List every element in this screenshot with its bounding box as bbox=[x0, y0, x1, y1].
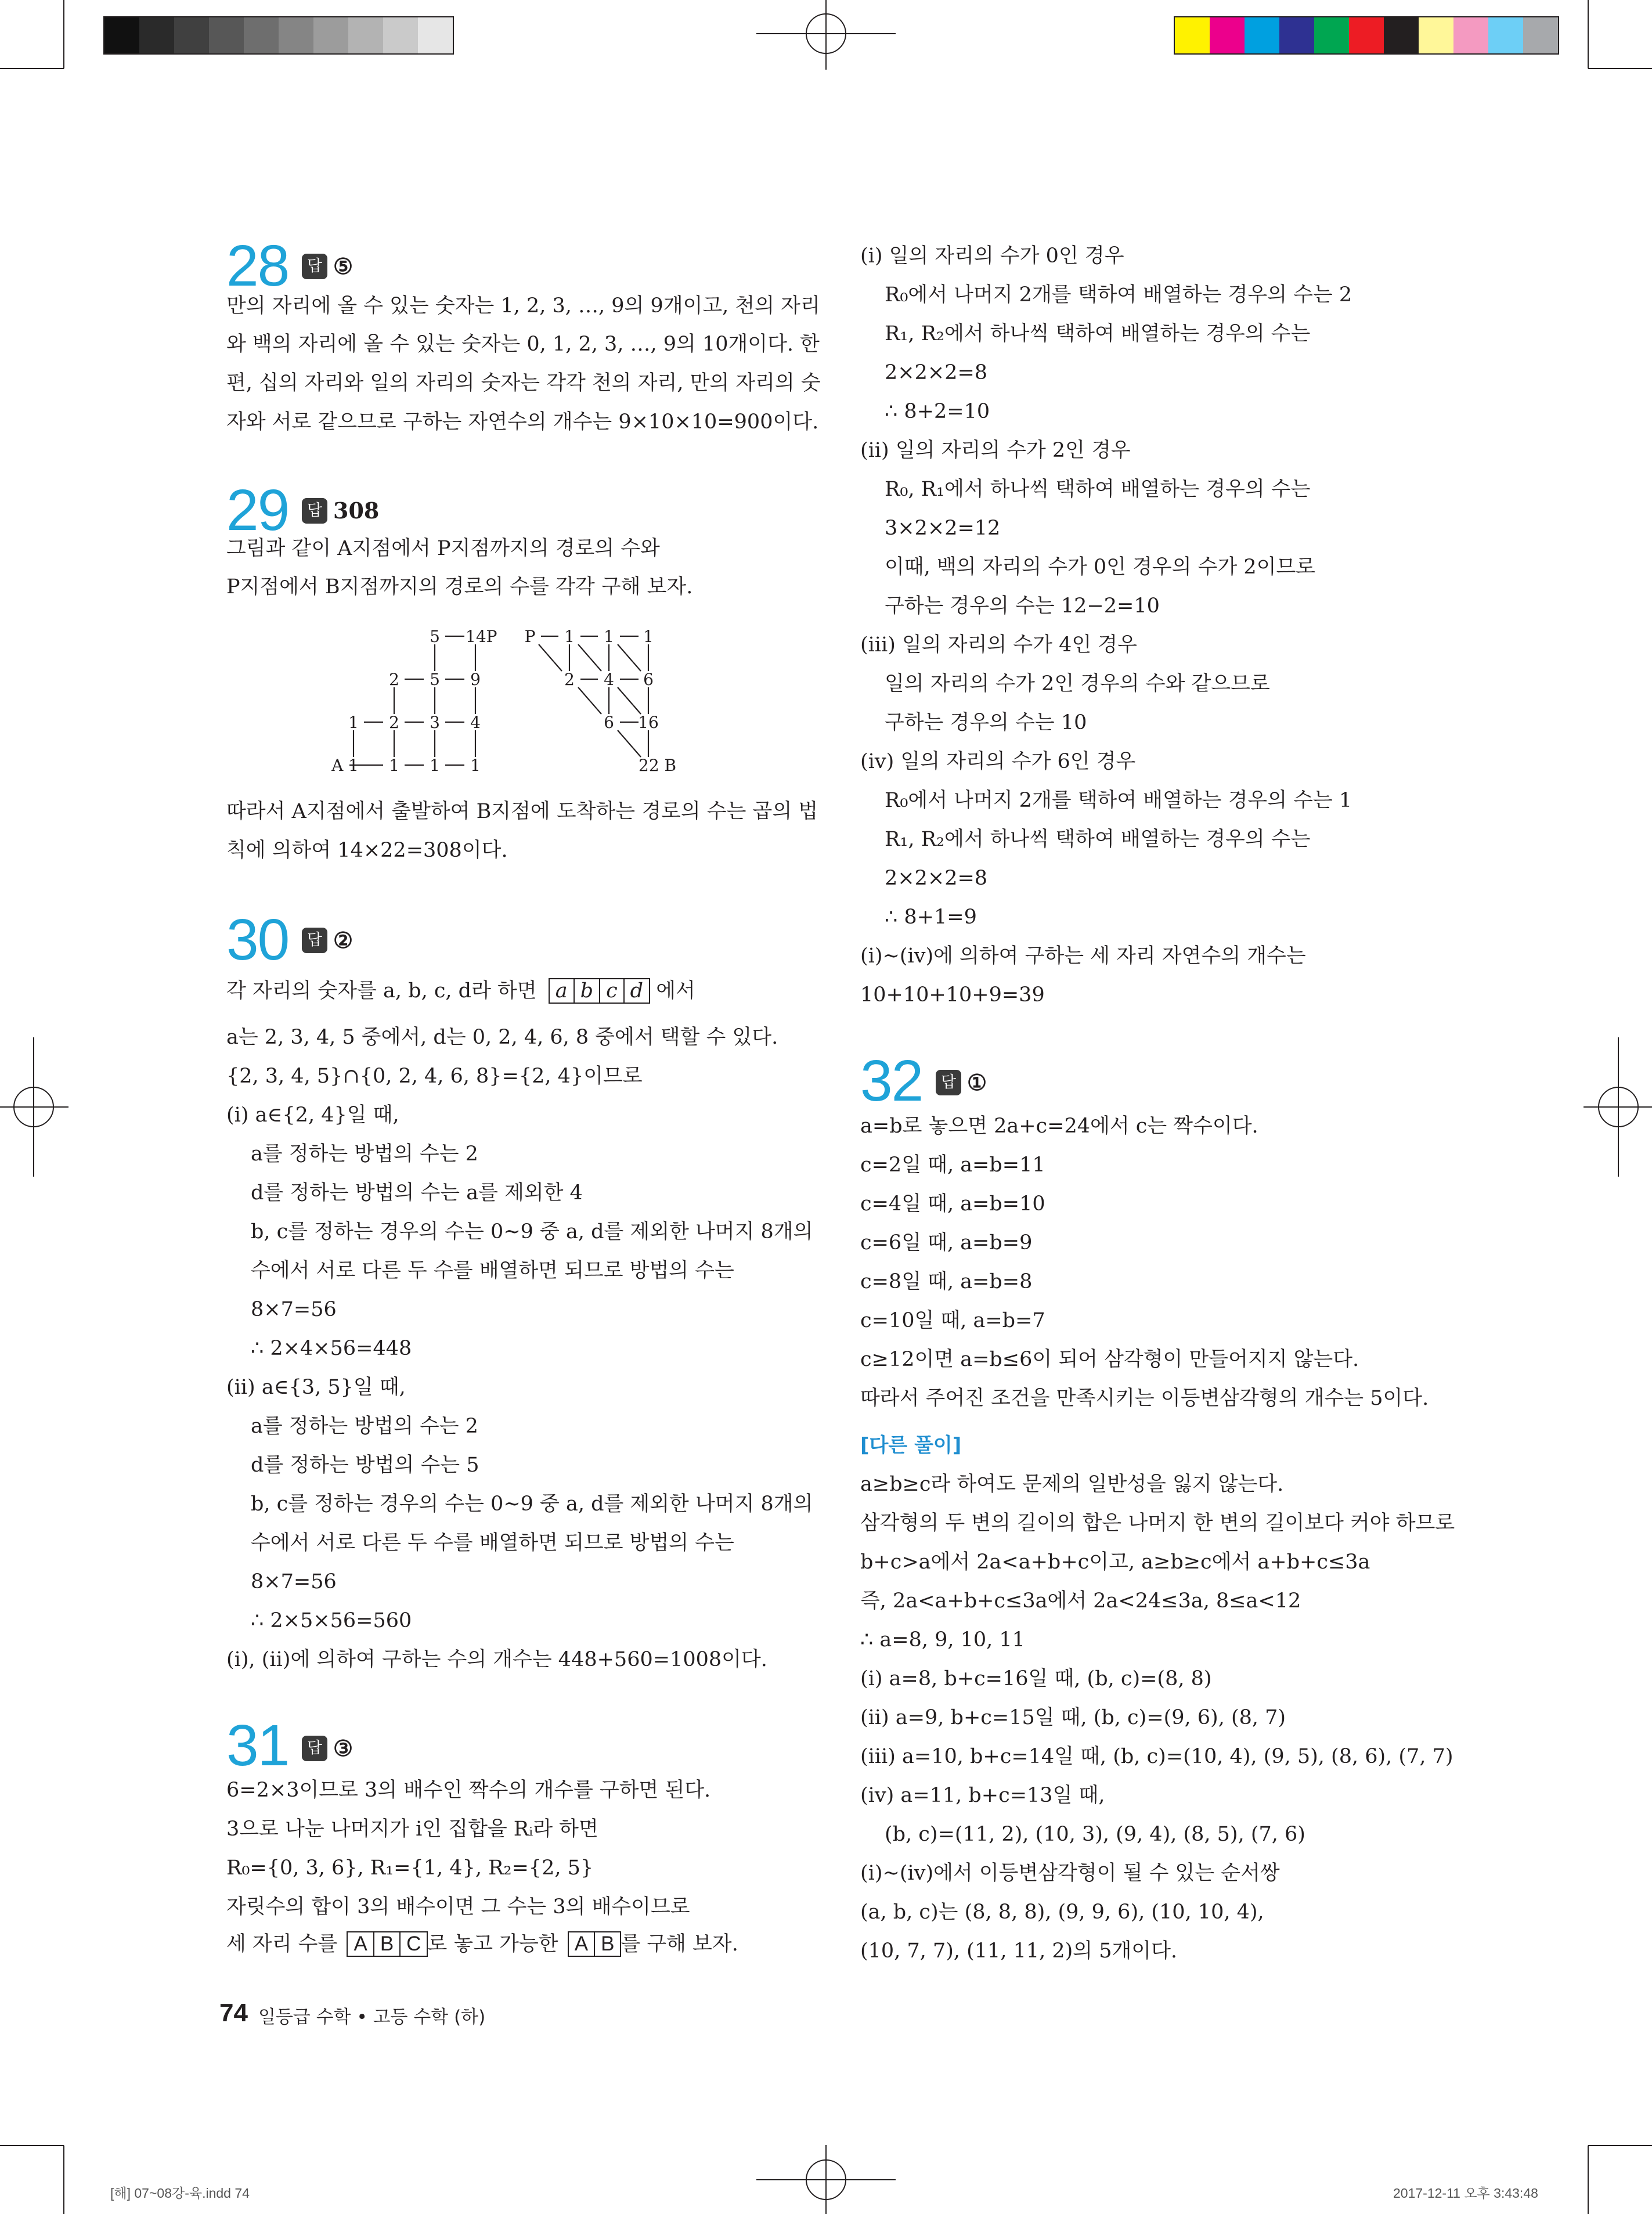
page-number: 74 bbox=[219, 1999, 248, 2027]
answer-value: ② bbox=[333, 927, 354, 953]
body-line: c=8일 때, a=b=8 bbox=[860, 1270, 1033, 1293]
body-line: 삼각형의 두 변의 길이의 합은 나머지 한 변의 길이보다 커야 하므로 bbox=[860, 1512, 1455, 1535]
body-line: d를 정하는 방법의 수는 5 bbox=[251, 1454, 479, 1477]
body-line: (ⅰ)~(ⅳ)에 의하여 구하는 세 자리 자연수의 개수는 bbox=[860, 944, 1306, 968]
color-swatch bbox=[1453, 17, 1488, 53]
body-line: c≥12이면 a=b≤6이 되어 삼각형이 만들어지지 않는다. bbox=[860, 1348, 1359, 1371]
body-line: b+c>a에서 2a<a+b+c이고, a≥b≥c에서 a+b+c≤3a bbox=[860, 1550, 1370, 1574]
diagram-label: 1 bbox=[430, 756, 440, 775]
diagram-label: 1 bbox=[470, 756, 481, 775]
body-line: d를 정하는 방법의 수는 a를 제외한 4 bbox=[251, 1181, 583, 1205]
diagram-label: 14P bbox=[466, 627, 497, 646]
body-line: (ⅰ)~(ⅳ)에서 이등변삼각형이 될 수 있는 순서쌍 bbox=[860, 1862, 1280, 1885]
body-line: {2, 3, 4, 5}∩{0, 2, 4, 6, 8}={2, 4}이므로 bbox=[226, 1065, 643, 1088]
diagram-label: 4 bbox=[604, 670, 614, 689]
body-line: R₀에서 나머지 2개를 택하여 배열하는 경우의 수는 1 bbox=[885, 789, 1352, 812]
body-line: (ⅰ) 일의 자리의 수가 0인 경우 bbox=[860, 244, 1124, 268]
body-line: 8×7=56 bbox=[251, 1570, 337, 1593]
digit-box: C bbox=[399, 1931, 428, 1957]
body-line: 일의 자리의 수가 2인 경우의 수와 같으므로 bbox=[885, 672, 1270, 695]
body-line: (ⅳ) a=11, b+c=13일 때, bbox=[860, 1784, 1105, 1807]
digit-box: b bbox=[573, 978, 600, 1004]
print-timestamp: 2017-12-11 오후 3:43:48 bbox=[1393, 2186, 1538, 2201]
body-line: a를 정하는 방법의 수는 2 bbox=[251, 1415, 478, 1438]
grayscale-bar bbox=[103, 16, 454, 55]
diagram-label: 9 bbox=[470, 670, 481, 689]
digit-box: B bbox=[594, 1931, 621, 1957]
question-number: 29 bbox=[226, 478, 289, 543]
answer-badge: 답 bbox=[936, 1070, 961, 1095]
body-line: 구하는 경우의 수는 12−2=10 bbox=[885, 594, 1160, 618]
intro-text: 각 자리의 숫자를 a, b, c, d라 하면 bbox=[226, 979, 537, 1003]
body-line: 3으로 나눈 나머지가 i인 집합을 Rᵢ라 하면 bbox=[226, 1818, 598, 1841]
body-line: 2×2×2=8 bbox=[885, 867, 988, 890]
body-line: 즉, 2a<a+b+c≤3a에서 2a<24≤3a, 8≤a<12 bbox=[860, 1589, 1301, 1613]
diagram-label: 22 B bbox=[639, 756, 677, 775]
body-line: 칙에 의하여 14×22=308이다. bbox=[226, 839, 508, 862]
file-slug: [해] 07~08강-육.indd 74 bbox=[110, 2186, 250, 2201]
color-swatch bbox=[1279, 17, 1314, 53]
answer-value: ③ bbox=[333, 1735, 354, 1761]
body-text: 로 놓고 가능한 bbox=[427, 1932, 558, 1956]
diagram-label: 1 bbox=[564, 627, 575, 646]
diagram-label: 3 bbox=[430, 713, 440, 732]
color-swatch bbox=[1210, 17, 1245, 53]
diagram-label: 2 bbox=[389, 713, 399, 732]
diagram-label: 1 bbox=[643, 627, 654, 646]
diagram-label: 6 bbox=[643, 670, 654, 689]
question-number: 32 bbox=[860, 1048, 923, 1113]
body-line: a≥b≥c라 하여도 문제의 일반성을 잃지 않는다. bbox=[860, 1473, 1284, 1496]
answer-badge: 답 bbox=[302, 498, 327, 524]
body-line: ∴ 2×4×56=448 bbox=[251, 1337, 412, 1360]
diagram-label: 6 bbox=[604, 713, 614, 732]
diagram-label: A 1 bbox=[331, 756, 359, 775]
gray-swatch bbox=[313, 17, 348, 53]
diagram-label: P bbox=[524, 627, 536, 646]
body-line: b, c를 정하는 경우의 수는 0~9 중 a, d를 제외한 나머지 8개의 bbox=[251, 1220, 813, 1243]
gray-swatch bbox=[139, 17, 174, 53]
book-title: 일등급 수학 • 고등 수학 (하) bbox=[258, 2007, 486, 2028]
body-line: (ⅱ) a∈{3, 5}일 때, bbox=[226, 1376, 406, 1399]
gray-swatch bbox=[348, 17, 383, 53]
diagram-label: 1 bbox=[389, 756, 399, 775]
body-line: c=6일 때, a=b=9 bbox=[860, 1231, 1033, 1254]
diagram-label: 1 bbox=[604, 627, 614, 646]
gray-swatch bbox=[244, 17, 279, 53]
diagram-label: 5 bbox=[430, 627, 440, 646]
diagram-label: 5 bbox=[430, 670, 440, 689]
color-swatch bbox=[1175, 17, 1210, 53]
body-line: 6=2×3이므로 3의 배수인 짝수의 개수를 구하면 된다. bbox=[226, 1779, 711, 1802]
body-line: 8×7=56 bbox=[251, 1298, 337, 1321]
q30-intro bbox=[226, 978, 695, 1004]
intro-text: 에서 bbox=[656, 979, 695, 1003]
answer-badge: 답 bbox=[302, 254, 327, 279]
body-line: R₁, R₂에서 하나씩 택하여 배열하는 경우의 수는 bbox=[885, 828, 1311, 851]
body-line: R₁, R₂에서 하나씩 택하여 배열하는 경우의 수는 bbox=[885, 322, 1311, 345]
body-line: 수에서 서로 다른 두 수를 배열하면 되므로 방법의 수는 bbox=[251, 1259, 734, 1282]
body-line: 자릿수의 합이 3의 배수이면 그 수는 3의 배수이므로 bbox=[226, 1895, 690, 1919]
body-text: 를 구해 보자. bbox=[621, 1932, 738, 1956]
body-line: (b, c)=(11, 2), (10, 3), (9, 4), (8, 5), (7, 6) bbox=[885, 1823, 1305, 1846]
color-swatch bbox=[1384, 17, 1419, 53]
gray-swatch bbox=[209, 17, 244, 53]
question-number: 28 bbox=[226, 233, 289, 298]
body-line: ∴ 8+1=9 bbox=[885, 906, 977, 929]
color-swatch bbox=[1419, 17, 1453, 53]
diagram-label: 2 bbox=[389, 670, 399, 689]
body-line: (ⅲ) a=10, b+c=14일 때, (b, c)=(10, 4), (9, 5), (8, 6), (7, 7) bbox=[860, 1745, 1453, 1768]
color-swatch bbox=[1349, 17, 1384, 53]
question-number: 31 bbox=[226, 1713, 289, 1778]
body-line: 자와 서로 같으므로 구하는 자연수의 개수는 9×10×10=900이다. bbox=[226, 410, 819, 434]
digit-box: c bbox=[599, 978, 625, 1004]
body-line: 2×2×2=8 bbox=[885, 361, 988, 384]
body-line: (a, b, c)는 (8, 8, 8), (9, 9, 6), (10, 10, 4), bbox=[860, 1901, 1264, 1924]
body-line: 만의 자리에 올 수 있는 숫자는 1, 2, 3, …, 9의 9개이고, 천의 자리 bbox=[226, 294, 820, 318]
body-line: (ⅱ) 일의 자리의 수가 2인 경우 bbox=[860, 439, 1131, 462]
body-line: 10+10+10+9=39 bbox=[860, 983, 1045, 1007]
body-line: 구하는 경우의 수는 10 bbox=[885, 711, 1087, 734]
body-line: (ⅳ) 일의 자리의 수가 6인 경우 bbox=[860, 750, 1136, 773]
body-line: (ⅰ), (ⅱ)에 의하여 구하는 수의 개수는 448+560=1008이다. bbox=[226, 1648, 767, 1671]
body-line: 와 백의 자리에 올 수 있는 숫자는 0, 1, 2, 3, …, 9의 10개이다. 한 bbox=[226, 333, 820, 356]
body-line: ∴ 8+2=10 bbox=[885, 400, 990, 423]
body-line: (ⅰ) a∈{2, 4}일 때, bbox=[226, 1104, 399, 1127]
digit-box: d bbox=[623, 978, 650, 1004]
body-line: (10, 7, 7), (11, 11, 2)의 5개이다. bbox=[860, 1939, 1178, 1963]
body-text: 세 자리 수를 bbox=[226, 1932, 338, 1956]
diagram-label: 16 bbox=[638, 713, 659, 732]
body-line: b, c를 정하는 경우의 수는 0~9 중 a, d를 제외한 나머지 8개의 bbox=[251, 1492, 813, 1516]
body-line: 따라서 A지점에서 출발하여 B지점에 도착하는 경로의 수는 곱의 법 bbox=[226, 800, 818, 823]
body-line: 따라서 주어진 조건을 만족시키는 이등변삼각형의 개수는 5이다. bbox=[860, 1387, 1429, 1410]
body-line: ∴ a=8, 9, 10, 11 bbox=[860, 1628, 1025, 1652]
path-count-diagram bbox=[325, 615, 708, 789]
body-line: a를 정하는 방법의 수는 2 bbox=[251, 1142, 478, 1166]
color-swatch bbox=[1245, 17, 1279, 53]
body-line: ∴ 2×5×56=560 bbox=[251, 1609, 412, 1632]
digit-box: A bbox=[347, 1931, 374, 1957]
body-line: 수에서 서로 다른 두 수를 배열하면 되므로 방법의 수는 bbox=[251, 1531, 734, 1555]
digit-box: a bbox=[549, 978, 575, 1004]
body-line: 3×2×2=12 bbox=[885, 517, 1001, 540]
body-line: c=4일 때, a=b=10 bbox=[860, 1192, 1045, 1216]
body-line: (ⅱ) a=9, b+c=15일 때, (b, c)=(9, 6), (8, 7) bbox=[860, 1706, 1286, 1729]
color-swatch bbox=[1523, 17, 1558, 53]
body-line: 그림과 같이 A지점에서 P지점까지의 경로의 수와 bbox=[226, 537, 660, 560]
digit-box: A bbox=[568, 1931, 595, 1957]
gray-swatch bbox=[418, 17, 453, 53]
body-line: P지점에서 B지점까지의 경로의 수를 각각 구해 보자. bbox=[226, 575, 693, 598]
color-swatch bbox=[1488, 17, 1523, 53]
body-line: (ⅲ) 일의 자리의 수가 4인 경우 bbox=[860, 633, 1137, 657]
gray-swatch bbox=[174, 17, 209, 53]
q31-last-line bbox=[226, 1931, 738, 1957]
diagram-label: 2 bbox=[564, 670, 575, 689]
body-line: 이때, 백의 자리의 수가 0인 경우의 수가 2이므로 bbox=[885, 556, 1316, 579]
alt-solution-label: [다른 풀이] bbox=[860, 1434, 962, 1457]
body-line: a는 2, 3, 4, 5 중에서, d는 0, 2, 4, 6, 8 중에서 택할 수 있다. bbox=[226, 1026, 778, 1049]
diagram-label: 4 bbox=[470, 713, 481, 732]
answer-badge: 답 bbox=[302, 928, 327, 953]
body-line: c=10일 때, a=b=7 bbox=[860, 1309, 1045, 1332]
body-line: (ⅰ) a=8, b+c=16일 때, (b, c)=(8, 8) bbox=[860, 1667, 1212, 1690]
body-line: a=b로 놓으면 2a+c=24에서 c는 짝수이다. bbox=[860, 1115, 1258, 1138]
color-bar bbox=[1174, 16, 1559, 55]
answer-value: ⑤ bbox=[333, 253, 354, 279]
body-line: 편, 십의 자리와 일의 자리의 숫자는 각각 천의 자리, 만의 자리의 숫 bbox=[226, 372, 821, 395]
body-line: c=2일 때, a=b=11 bbox=[860, 1153, 1045, 1177]
body-line: R₀, R₁에서 하나씩 택하여 배열하는 경우의 수는 bbox=[885, 478, 1311, 501]
answer-value: 308 bbox=[333, 497, 380, 524]
digit-box: B bbox=[373, 1931, 401, 1957]
gray-swatch bbox=[383, 17, 418, 53]
answer-value: ① bbox=[967, 1069, 987, 1095]
question-number: 30 bbox=[226, 907, 289, 972]
color-swatch bbox=[1314, 17, 1349, 53]
answer-badge: 답 bbox=[302, 1736, 327, 1761]
body-line: R₀에서 나머지 2개를 택하여 배열하는 경우의 수는 2 bbox=[885, 283, 1352, 307]
diagram-label: 1 bbox=[348, 713, 359, 732]
body-line: R₀={0, 3, 6}, R₁={1, 4}, R₂={2, 5} bbox=[226, 1856, 594, 1880]
gray-swatch bbox=[104, 17, 139, 53]
gray-swatch bbox=[279, 17, 313, 53]
